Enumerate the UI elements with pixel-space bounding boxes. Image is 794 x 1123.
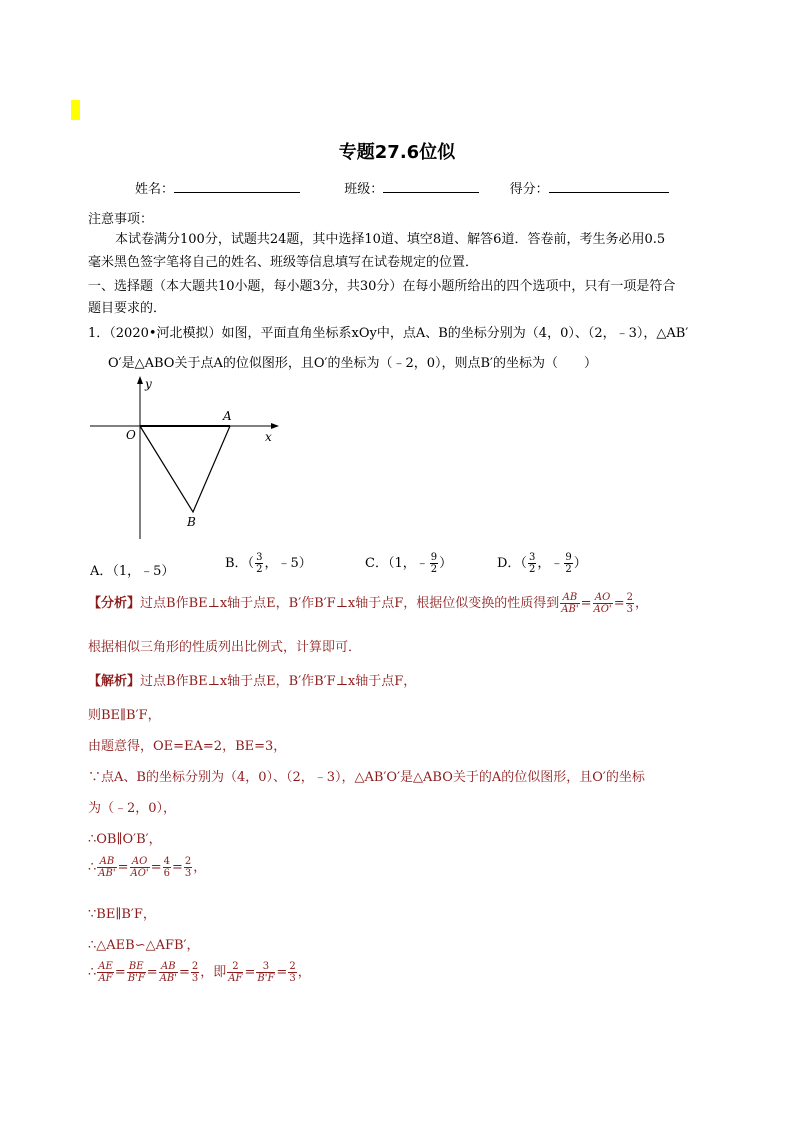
section-heading-line-1: 一、选择题（本大题共10小题，每小题3分，共30分）在每小题所给出的四个选项中，只有一项是符合 bbox=[88, 279, 676, 294]
solution-line-3: 由题意得，OE=EA=2，BE=3， bbox=[88, 739, 287, 754]
analysis-fraction-3: $\frac{2}{3}$ bbox=[626, 592, 633, 615]
solution-line-9: ∴△AEB∽△AFB′， bbox=[88, 938, 200, 953]
solution-line-2: 则BE∥B′F， bbox=[88, 708, 161, 723]
notice-line-1: 本试卷满分100分，试题共24题，其中选择10道、填空8道、解答6道．答卷前，考生务必用0.5 bbox=[115, 232, 666, 247]
x-axis-label: x bbox=[265, 430, 272, 444]
highlight-marker bbox=[71, 100, 80, 120]
solution-line-1 bbox=[88, 670, 416, 689]
solution-7-fraction-4: $\frac{2}{3}$ bbox=[184, 856, 192, 879]
solution-line-8: ∵BE∥B′F， bbox=[88, 907, 156, 922]
analysis-line-2: 根据相似三角形的性质列出比例式，计算即可． bbox=[88, 640, 362, 655]
solution-10-fraction-6: $\frac{3}{B'F}$ bbox=[257, 961, 275, 984]
analysis-line-1: 【分析】过点B作BE⊥x轴于点E，B′作B′F⊥x轴于点F，根据位似变换的性质得到 $\frac{AB}{AB'}$ = $\frac{AO}{AO'}$ = $\frac{2}{3}$ ， bbox=[88, 592, 648, 615]
triangle-abo bbox=[140, 426, 230, 512]
name-label: 姓名： bbox=[135, 182, 175, 197]
option-c[interactable] bbox=[365, 552, 452, 575]
solution-line-10: ∴ $\frac{AE}{AF}$ = $\frac{BE}{B'F}$ = $\frac{AB}{AB'}$ = $\frac{2}{3}$ ，即 $\frac{2}{AF}$ = $\frac{3}{B'F}$ = $\frac{2}{3}$ ， bbox=[88, 961, 311, 984]
option-d-suffix: ） bbox=[573, 556, 587, 571]
coordinate-figure bbox=[85, 374, 285, 544]
notice-heading: 注意事项： bbox=[88, 212, 154, 227]
option-a[interactable]: A．（1，﹣5） bbox=[90, 564, 175, 579]
name-field[interactable] bbox=[174, 178, 300, 193]
class-field[interactable] bbox=[383, 178, 479, 193]
solution-7-fraction-2: $\frac{AO}{AO'}$ bbox=[130, 856, 149, 879]
analysis-fraction-1: $\frac{AB}{AB'}$ bbox=[561, 592, 579, 615]
option-c-fraction: $\frac{9}{2}$ bbox=[430, 552, 438, 575]
notice-line-2: 毫米黑色签字笔将自己的姓名、班级等信息填写在试卷规定的位置． bbox=[88, 255, 479, 270]
solution-10-fraction-2: $\frac{BE}{B'F}$ bbox=[127, 961, 145, 984]
question-line-2: O′是△ABO关于点A的位似图形，且O′的坐标为（﹣2，0），则点B′的坐标为（ ） bbox=[108, 356, 597, 371]
point-b-label: B bbox=[187, 515, 196, 529]
class-label: 班级： bbox=[344, 182, 384, 197]
analysis-tag: 【分析】 bbox=[88, 596, 141, 611]
solution-7-fraction-1: $\frac{AB}{AB'}$ bbox=[98, 856, 116, 879]
option-b-suffix: ，﹣5） bbox=[264, 556, 312, 571]
student-info-row bbox=[135, 178, 669, 197]
option-d-prefix: D．（ bbox=[497, 556, 527, 571]
question-line-1: 1．（2020•河北模拟）如图，平面直角坐标系xOy中，点A、B的坐标分别为（4，0）、（2，﹣3），△AB′ bbox=[88, 326, 689, 341]
solution-7-fraction-3: $\frac{4}{6}$ bbox=[163, 856, 170, 879]
page-title: 专题27.6位似 bbox=[338, 142, 456, 163]
solution-10-fraction-7: $\frac{2}{3}$ bbox=[289, 961, 296, 984]
solution-line-1-text: 过点B作BE⊥x轴于点E，B′作B′F⊥x轴于点F， bbox=[140, 674, 417, 689]
solution-10-fraction-5: $\frac{2}{AF}$ bbox=[228, 961, 243, 984]
solution-line-4: ∵点A、B的坐标分别为（4，0）、（2，﹣3），△AB′O′是△ABO关于的A的位似图形，且O′的坐标 bbox=[88, 770, 645, 785]
solution-line-7: ∴ $\frac{AB}{AB'}$ = $\frac{AO}{AO'}$ = $\frac{4}{6}$ = $\frac{2}{3}$ ， bbox=[88, 856, 207, 879]
section-heading-line-2: 题目要求的． bbox=[88, 301, 167, 316]
option-d[interactable] bbox=[497, 552, 587, 575]
origin-label: O bbox=[126, 428, 136, 442]
option-b[interactable] bbox=[225, 552, 312, 575]
option-c-prefix: C．（1，﹣ bbox=[365, 556, 429, 571]
y-axis-arrow bbox=[137, 376, 143, 384]
option-c-suffix: ） bbox=[439, 556, 453, 571]
solution-line-6: ∴OB∥O′B′， bbox=[88, 832, 162, 847]
option-b-prefix: B．（ bbox=[225, 556, 255, 571]
analysis-text: 过点B作BE⊥x轴于点E，B′作B′F⊥x轴于点F，根据位似变换的性质得到 bbox=[140, 596, 560, 611]
score-field[interactable] bbox=[549, 178, 669, 193]
analysis-fraction-2: $\frac{AO}{AO'}$ bbox=[593, 592, 612, 615]
solution-10-fraction-1: $\frac{AE}{AF}$ bbox=[98, 961, 113, 984]
solution-tag: 【解析】 bbox=[88, 674, 141, 689]
point-a-label: A bbox=[223, 409, 232, 423]
option-d-fraction-2: $\frac{9}{2}$ bbox=[565, 552, 572, 575]
solution-line-5: 为（﹣2，0）， bbox=[88, 801, 177, 816]
option-d-mid: ，﹣ bbox=[537, 556, 564, 571]
solution-10-fraction-4: $\frac{2}{3}$ bbox=[191, 961, 199, 984]
score-label: 得分： bbox=[509, 182, 549, 197]
y-axis-label: y bbox=[145, 377, 152, 391]
solution-10-fraction-3: $\frac{AB}{AB'}$ bbox=[159, 961, 177, 984]
option-b-fraction: $\frac{3}{2}$ bbox=[256, 552, 263, 575]
option-d-fraction-1: $\frac{3}{2}$ bbox=[528, 552, 536, 575]
x-axis-arrow bbox=[271, 423, 279, 429]
